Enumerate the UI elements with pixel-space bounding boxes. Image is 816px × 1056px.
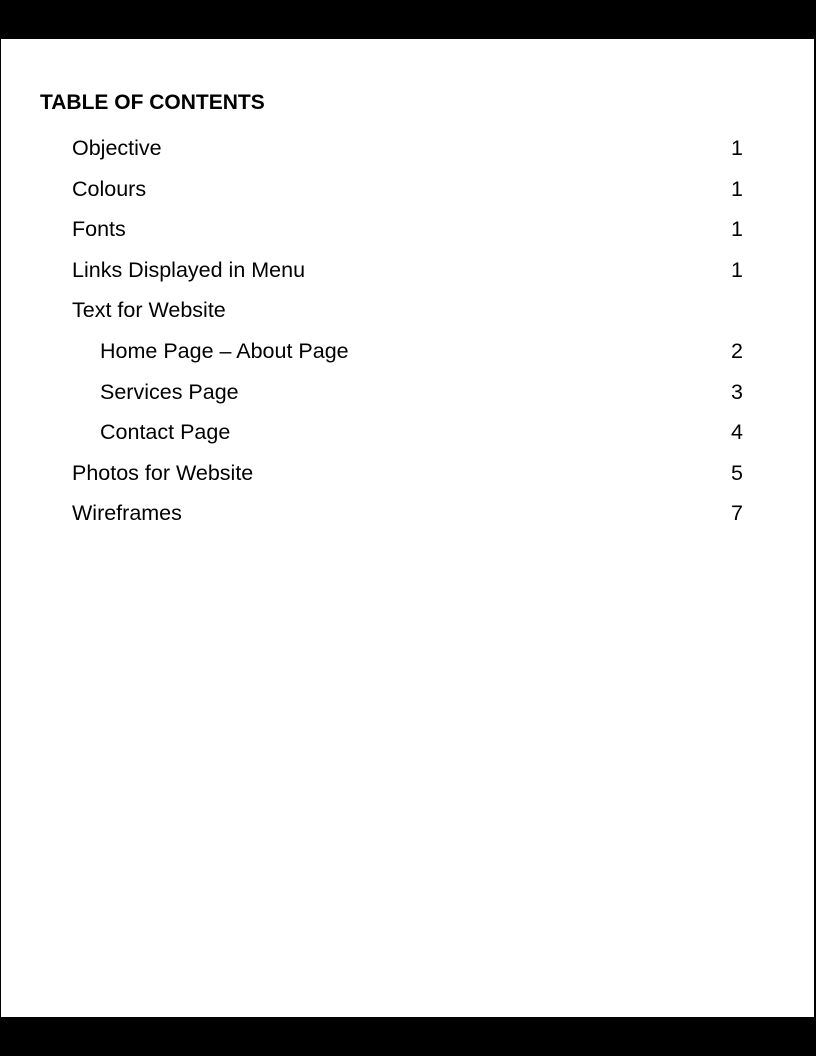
toc-entry[interactable]: [1, 136, 814, 177]
toc-entry-label: Home Page – About Page: [100, 338, 349, 363]
toc-entry-page-number: 2: [731, 338, 743, 363]
toc-heading: TABLE OF CONTENTS: [40, 91, 265, 114]
toc-entry-label: Text for Website: [72, 298, 226, 323]
toc-entry-page-number: 1: [731, 136, 743, 160]
toc-entry-label: Contact Page: [100, 420, 231, 445]
toc-entry[interactable]: [1, 258, 814, 299]
toc-entry[interactable]: [1, 461, 814, 502]
toc-entry[interactable]: [1, 380, 814, 421]
toc-entry-page-number: 1: [731, 257, 743, 282]
toc-entry[interactable]: [1, 339, 814, 380]
toc-entry-label: Photos for Website: [72, 460, 254, 485]
toc-entry-label: Objective: [72, 136, 162, 160]
document-page: [1, 39, 814, 1017]
toc-list: [1, 136, 814, 542]
toc-entry-label: Services Page: [100, 379, 239, 404]
toc-entry-page-number: 5: [731, 460, 743, 485]
toc-entry-page-number: 4: [731, 420, 743, 445]
toc-entry[interactable]: [1, 298, 814, 339]
toc-entry[interactable]: [1, 177, 814, 218]
toc-entry-label: Colours: [72, 176, 147, 201]
toc-entry-page-number: 3: [731, 379, 743, 404]
toc-entry-page-number: 1: [731, 217, 743, 242]
toc-entry-label: Links Displayed in Menu: [72, 257, 306, 282]
toc-entry-label: Fonts: [72, 217, 126, 242]
toc-entry[interactable]: [1, 420, 814, 461]
toc-entry-page-number: 1: [731, 176, 743, 201]
toc-entry[interactable]: [1, 501, 814, 542]
toc-entry[interactable]: [1, 217, 814, 258]
toc-entry-page-number: 7: [731, 501, 743, 526]
toc-entry-label: Wireframes: [72, 501, 182, 526]
